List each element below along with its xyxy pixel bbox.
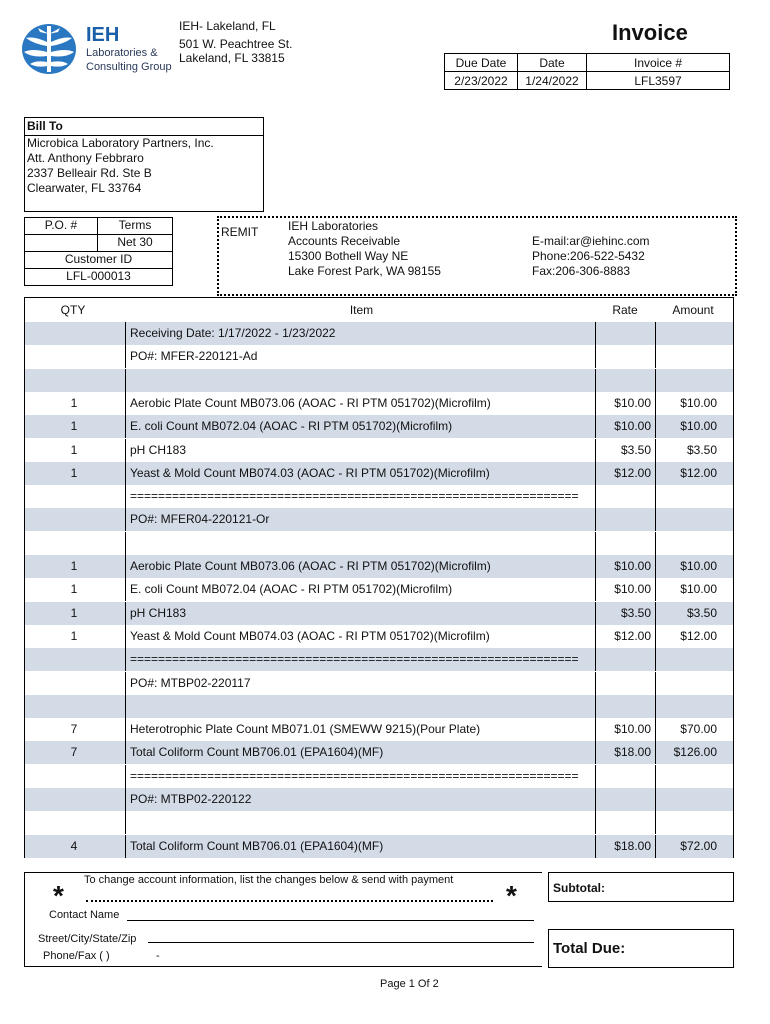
table-row bbox=[25, 415, 733, 438]
item-cell: Yeast & Mold Count MB074.03 (AOAC - RI PTM 051702)(Microfilm) bbox=[130, 465, 490, 480]
rate-cell: $18.00 bbox=[614, 745, 651, 760]
column-divider bbox=[125, 602, 126, 625]
column-divider bbox=[655, 322, 656, 345]
qty-cell: 1 bbox=[70, 628, 78, 643]
rate-cell bbox=[597, 765, 651, 788]
bill-to-box bbox=[24, 117, 264, 212]
column-divider bbox=[655, 672, 656, 695]
rate-cell bbox=[597, 485, 651, 508]
street-line bbox=[148, 942, 534, 943]
qty-cell bbox=[25, 532, 123, 555]
qty-cell: 1 bbox=[70, 559, 78, 573]
rate-cell: $10.00 bbox=[614, 582, 651, 597]
table-row bbox=[25, 532, 733, 555]
table-row bbox=[25, 602, 733, 625]
remit-line-3: 15300 Bothell Way NE bbox=[288, 249, 409, 263]
bill-to-line-2: Att. Anthony Febbraro bbox=[27, 151, 144, 165]
column-divider bbox=[655, 695, 656, 718]
qty-cell: 7 bbox=[70, 745, 78, 760]
table-row bbox=[25, 345, 733, 368]
rate-cell: $10.00 bbox=[614, 395, 651, 410]
table-row bbox=[25, 741, 733, 764]
column-divider bbox=[655, 485, 656, 508]
table-row bbox=[25, 578, 733, 601]
qty-cell: 1 bbox=[70, 395, 78, 410]
qty-cell bbox=[25, 765, 123, 788]
amount-cell: $12.00 bbox=[680, 628, 717, 643]
table-row bbox=[25, 835, 733, 858]
qty-cell bbox=[25, 788, 123, 811]
table-row bbox=[25, 765, 733, 788]
item-cell: E. coli Count MB072.04 (AOAC - RI PTM 051702)(Microfilm) bbox=[130, 419, 453, 434]
column-divider bbox=[125, 415, 126, 438]
column-divider bbox=[655, 765, 656, 788]
item-cell: E. coli Count MB072.04 (AOAC - RI PTM 051702)(Microfilm) bbox=[130, 582, 453, 597]
amount-header: Amount bbox=[672, 303, 714, 317]
rate-cell: $10.00 bbox=[614, 419, 651, 434]
table-row bbox=[25, 625, 733, 648]
qty-cell bbox=[25, 648, 123, 671]
column-divider bbox=[655, 369, 656, 392]
table-right-border bbox=[733, 322, 734, 858]
date-value: 1/24/2022 bbox=[518, 72, 587, 90]
table-row bbox=[25, 392, 733, 415]
item-cell bbox=[128, 695, 597, 718]
po-label: P.O. # bbox=[24, 217, 98, 235]
total-due-label: Total Due: bbox=[553, 940, 626, 957]
table-row bbox=[25, 648, 733, 671]
invoice-number-label: Invoice # bbox=[587, 54, 730, 72]
rate-cell bbox=[597, 672, 651, 695]
table-row bbox=[25, 555, 733, 578]
rate-cell bbox=[597, 788, 651, 811]
column-divider bbox=[125, 578, 126, 601]
item-cell bbox=[128, 369, 597, 392]
item-cell: Aerobic Plate Count MB073.06 (AOAC - RI PTM 051702)(Microfilm) bbox=[130, 395, 491, 410]
amount-cell: $10.00 bbox=[680, 559, 717, 573]
po-value bbox=[24, 234, 98, 252]
rate-cell: $3.50 bbox=[620, 605, 651, 620]
rate-cell bbox=[597, 508, 651, 531]
table-row bbox=[25, 462, 733, 485]
column-divider bbox=[125, 835, 126, 858]
column-divider bbox=[655, 718, 656, 741]
column-divider bbox=[125, 672, 126, 695]
column-divider bbox=[125, 439, 126, 462]
column-divider bbox=[655, 415, 656, 438]
customer-id-label: Customer ID bbox=[24, 251, 173, 269]
footer-left-border bbox=[24, 872, 25, 967]
item-cell: ================================================================ bbox=[130, 652, 579, 667]
left-star: * bbox=[53, 880, 64, 911]
item-cell: PO#: MTBP02-220122 bbox=[130, 792, 252, 806]
company-address-2: 501 W. Peachtree St. bbox=[179, 37, 293, 51]
change-note: To change account information, list the changes below & send with payment bbox=[84, 874, 454, 886]
rate-cell bbox=[597, 695, 651, 718]
amount-cell bbox=[657, 648, 717, 671]
item-header: Item bbox=[349, 303, 374, 317]
amount-cell bbox=[657, 485, 717, 508]
item-cell: ================================================================ bbox=[130, 768, 579, 783]
footer-bottom-line bbox=[24, 966, 542, 967]
company-address-3: Lakeland, FL 33815 bbox=[179, 51, 285, 65]
rate-cell: $18.00 bbox=[614, 838, 651, 853]
company-logo bbox=[20, 22, 78, 76]
qty-cell bbox=[25, 811, 123, 834]
amount-cell: $3.50 bbox=[686, 442, 717, 457]
qty-cell: 7 bbox=[70, 722, 78, 737]
item-cell: PO#: MFER04-220121-Or bbox=[130, 512, 270, 527]
table-row bbox=[25, 695, 733, 718]
date-label: Date bbox=[518, 54, 587, 72]
item-cell: pH CH183 bbox=[130, 442, 187, 457]
items-table-header bbox=[24, 297, 734, 323]
item-cell: Total Coliform Count MB706.01 (EPA1604)(MF) bbox=[130, 838, 384, 853]
bill-to-label: Bill To bbox=[25, 118, 263, 136]
amount-cell: $72.00 bbox=[680, 838, 717, 853]
item-cell: ================================================================ bbox=[130, 489, 579, 504]
amount-cell: $3.50 bbox=[686, 605, 717, 620]
item-cell: Aerobic Plate Count MB073.06 (AOAC - RI PTM 051702)(Microfilm) bbox=[130, 559, 491, 573]
qty-cell: 4 bbox=[70, 838, 78, 853]
item-cell: pH CH183 bbox=[130, 605, 187, 620]
table-row bbox=[25, 508, 733, 531]
amount-cell bbox=[657, 532, 717, 555]
remit-email: E-mail:ar@iehinc.com bbox=[532, 234, 650, 248]
column-divider bbox=[125, 532, 126, 555]
item-cell: PO#: MFER-220121-Ad bbox=[130, 349, 258, 364]
table-left-border bbox=[24, 322, 25, 858]
qty-cell bbox=[25, 695, 123, 718]
amount-cell bbox=[657, 369, 717, 392]
amount-cell: $70.00 bbox=[680, 722, 717, 737]
table-row bbox=[25, 788, 733, 811]
column-divider bbox=[655, 462, 656, 485]
company-sub1: Laboratories & bbox=[86, 47, 158, 59]
table-row bbox=[25, 322, 733, 345]
bill-to-line-1: Microbica Laboratory Partners, Inc. bbox=[27, 136, 214, 150]
column-divider bbox=[125, 811, 126, 834]
amount-cell bbox=[657, 695, 717, 718]
table-row bbox=[25, 369, 733, 392]
column-divider bbox=[125, 788, 126, 811]
amount-cell bbox=[657, 322, 717, 345]
table-row bbox=[25, 718, 733, 741]
table-row bbox=[25, 811, 733, 834]
item-cell: Total Coliform Count MB706.01 (EPA1604)(MF) bbox=[130, 745, 384, 760]
qty-cell bbox=[25, 672, 123, 695]
rate-cell bbox=[597, 369, 651, 392]
column-divider bbox=[125, 322, 126, 345]
invoice-title: Invoice bbox=[612, 20, 688, 45]
rate-cell: $3.50 bbox=[620, 442, 651, 457]
contact-name-label: Contact Name bbox=[49, 909, 120, 921]
right-star: * bbox=[506, 880, 517, 911]
invoice-number-value: LFL3597 bbox=[587, 72, 730, 90]
remit-line-4: Lake Forest Park, WA 98155 bbox=[288, 264, 441, 278]
company-address-1: IEH- Lakeland, FL bbox=[179, 19, 276, 33]
due-date-value: 2/23/2022 bbox=[445, 72, 518, 90]
column-divider bbox=[125, 741, 126, 764]
rate-cell: $12.00 bbox=[614, 465, 651, 480]
footer-top-line bbox=[24, 872, 542, 873]
column-divider bbox=[655, 345, 656, 368]
rate-cell: $10.00 bbox=[614, 722, 651, 737]
item-cell: PO#: MTBP02-220117 bbox=[130, 675, 251, 690]
item-cell: Receiving Date: 1/17/2022 - 1/23/2022 bbox=[130, 326, 336, 340]
amount-cell bbox=[657, 765, 717, 788]
qty-cell bbox=[25, 322, 123, 345]
column-divider bbox=[125, 485, 126, 508]
globe-leaf-icon bbox=[20, 22, 78, 76]
rate-cell bbox=[597, 345, 651, 368]
column-divider bbox=[655, 392, 656, 415]
column-divider bbox=[655, 508, 656, 531]
rate-cell bbox=[597, 532, 651, 555]
amount-cell: $10.00 bbox=[680, 582, 717, 597]
item-cell: Yeast & Mold Count MB074.03 (AOAC - RI PTM 051702)(Microfilm) bbox=[130, 628, 490, 643]
column-divider bbox=[655, 439, 656, 462]
change-dotted-line bbox=[86, 900, 493, 902]
remit-line-2: Accounts Receivable bbox=[288, 234, 401, 248]
column-divider bbox=[125, 625, 126, 648]
table-row bbox=[25, 485, 733, 508]
po-terms-box bbox=[24, 217, 172, 286]
company-name: IEH bbox=[86, 24, 120, 46]
rate-cell: $12.00 bbox=[614, 628, 651, 643]
column-divider bbox=[125, 508, 126, 531]
column-divider bbox=[125, 718, 126, 741]
company-sub2: Consulting Group bbox=[86, 61, 172, 73]
bill-to-line-3: 2337 Belleair Rd. Ste B bbox=[27, 166, 152, 180]
qty-cell: 1 bbox=[70, 442, 78, 457]
remit-fax: Fax:206-306-8883 bbox=[532, 264, 631, 278]
due-date-label: Due Date bbox=[445, 54, 518, 72]
table-row bbox=[25, 672, 733, 695]
qty-cell: 1 bbox=[70, 465, 78, 480]
qty-cell: 1 bbox=[70, 582, 78, 597]
remit-box bbox=[217, 216, 737, 296]
column-divider bbox=[125, 648, 126, 671]
remit-line-1: IEH Laboratories bbox=[288, 219, 379, 233]
rate-cell bbox=[597, 811, 651, 834]
terms-value: Net 30 bbox=[97, 234, 173, 252]
qty-cell bbox=[25, 369, 123, 392]
amount-cell: $10.00 bbox=[680, 395, 717, 410]
terms-label: Terms bbox=[97, 217, 173, 235]
column-divider bbox=[125, 555, 126, 578]
column-divider bbox=[655, 555, 656, 578]
qty-cell bbox=[25, 345, 123, 368]
subtotal-label: Subtotal: bbox=[553, 881, 605, 895]
total-due-box bbox=[548, 929, 734, 968]
column-divider bbox=[655, 602, 656, 625]
qty-cell bbox=[25, 485, 123, 508]
rate-cell: $10.00 bbox=[614, 559, 651, 573]
street-label: Street/City/State/Zip bbox=[38, 933, 137, 945]
item-cell: Heterotrophic Plate Count MB071.01 (SMEWW 9215)(Pour Plate) bbox=[130, 722, 481, 737]
column-divider bbox=[655, 811, 656, 834]
column-divider bbox=[125, 369, 126, 392]
column-divider bbox=[655, 532, 656, 555]
rate-cell bbox=[597, 322, 651, 345]
contact-name-line bbox=[127, 920, 534, 921]
amount-cell bbox=[657, 508, 717, 531]
column-divider bbox=[655, 835, 656, 858]
remit-phone: Phone:206-522-5432 bbox=[532, 249, 645, 263]
remit-label: REMIT bbox=[221, 225, 259, 239]
bill-to-line-4: Clearwater, FL 33764 bbox=[27, 181, 142, 195]
amount-cell: $126.00 bbox=[673, 745, 717, 760]
table-row bbox=[25, 439, 733, 462]
item-cell bbox=[128, 811, 597, 834]
column-divider bbox=[655, 578, 656, 601]
amount-cell bbox=[657, 345, 717, 368]
item-cell bbox=[128, 532, 597, 555]
column-divider bbox=[655, 625, 656, 648]
rate-cell bbox=[597, 648, 651, 671]
customer-id-value: LFL-000013 bbox=[24, 268, 173, 286]
subtotal-box bbox=[548, 872, 734, 902]
column-divider bbox=[125, 765, 126, 788]
invoice-header-table bbox=[444, 53, 730, 90]
page-number: Page 1 Of 2 bbox=[380, 978, 439, 990]
amount-cell: $12.00 bbox=[680, 465, 717, 480]
qty-cell bbox=[25, 508, 123, 531]
phone-label: Phone/Fax ( ) bbox=[43, 950, 110, 962]
qty-cell: 1 bbox=[70, 605, 78, 620]
qty-cell: 1 bbox=[70, 419, 78, 434]
amount-cell bbox=[657, 788, 717, 811]
column-divider bbox=[125, 462, 126, 485]
qty-header: QTY bbox=[60, 303, 86, 317]
amount-cell: $10.00 bbox=[680, 419, 717, 434]
column-divider bbox=[125, 695, 126, 718]
rate-header: Rate bbox=[612, 303, 638, 317]
column-divider bbox=[125, 392, 126, 415]
column-divider bbox=[655, 648, 656, 671]
amount-cell bbox=[657, 672, 717, 695]
phone-dash: - bbox=[156, 950, 160, 962]
column-divider bbox=[125, 345, 126, 368]
amount-cell bbox=[657, 811, 717, 834]
column-divider bbox=[655, 788, 656, 811]
column-divider bbox=[655, 741, 656, 764]
